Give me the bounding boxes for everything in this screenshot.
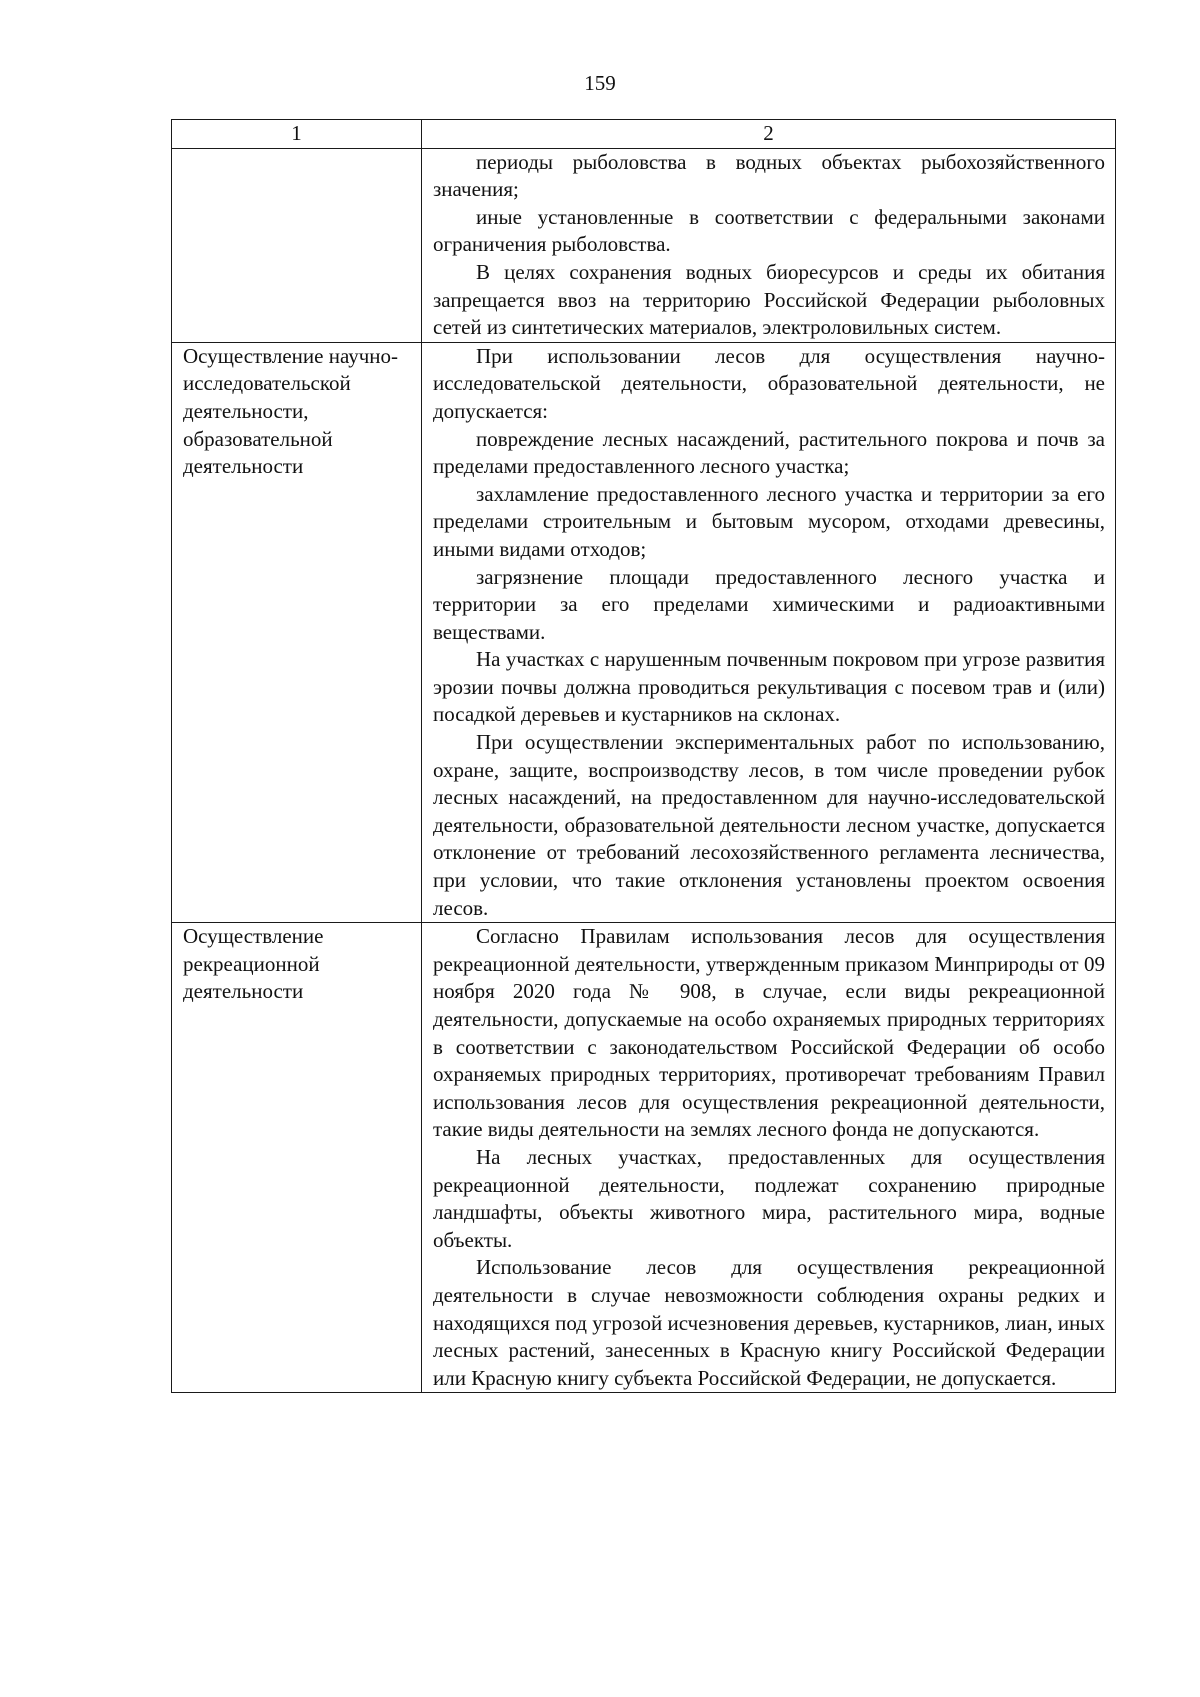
requirements-cell <box>422 342 1116 922</box>
paragraph: захламление предоставленного лесного участка и территории за его пределами строительным и бытовым мусором, отходами древесины, иными видами отходов; <box>433 481 1105 561</box>
paragraph: Использование лесов для осуществления рекреационной деятельности в случае невозможности соблюдения охраны редких и находящихся под угрозой исчезновения деревьев, кустарников, лиан, иных лесных растений, занесенных в Красную книгу Российской Федерации или Красную книгу субъекта Российской Федерации, не допускается. <box>433 1255 1105 1390</box>
regulations-table <box>171 119 1116 1393</box>
table-row-research-education <box>172 342 1116 922</box>
table-row-fishing-restrictions <box>172 148 1116 342</box>
topic-cell: Осуществление рекреационной деятельности <box>172 923 422 1393</box>
paragraph: иные установленные в соответствии с федеральными законами ограничения рыболовства. <box>433 204 1105 257</box>
requirements-cell <box>422 923 1116 1393</box>
paragraph: При осуществлении экспериментальных работ по использованию, охране, защите, воспроизводству лесов, в том числе проведении рубок лесных насаждений, на предоставленном для научно-исследовательской деятельности, образовательной деятельности лесном участке, допускается отклонение от требований лесохозяйственного регламента лесничества, при условии, что такие отклонения установлены проектом освоения лесов. <box>433 730 1105 920</box>
paragraph: периоды рыболовства в водных объектах рыбохозяйственного значения; <box>433 149 1105 202</box>
paragraph: загрязнение площади предоставленного лесного участка и территории за его пределами химическими и радиоактивными веществами. <box>433 564 1105 644</box>
paragraph: повреждение лесных насаждений, растительного покрова и почв за пределами предоставленного лесного участка; <box>433 426 1105 479</box>
column-header-1: 1 <box>172 120 422 149</box>
paragraph: При использовании лесов для осуществления научно-исследовательской деятельности, образовательной деятельности, не допускается: <box>433 343 1105 423</box>
topic-cell: Осуществление научно-исследовательской деятельности, образовательной деятельности <box>172 342 422 922</box>
paragraph: В целях сохранения водных биоресурсов и среды их обитания запрещается ввоз на территорию Российской Федерации рыболовных сетей из синтетических материалов, электроловильных систем. <box>433 259 1105 340</box>
topic-cell <box>172 148 422 342</box>
paragraph: На лесных участках, предоставленных для осуществления рекреационной деятельности, подлежат сохранению природные ландшафты, объекты животного мира, растительного мира, водные объекты. <box>433 1144 1105 1252</box>
page-number: 159 <box>584 71 616 95</box>
requirements-cell <box>422 148 1116 342</box>
table-row-recreation <box>172 923 1116 1393</box>
paragraph: Согласно Правилам использования лесов для осуществления рекреационной деятельности, утвержденным приказом Минприроды от 09 ноября 2020 года № 908, в случае, если виды рекреационной деятельности, допускаемые на особо охраняемых природных территориях в соответствии с законодательством Российской Федерации об особо охраняемых природных территориях, противоречат требованиям Правил использования лесов для осуществления рекреационной деятельности, такие виды деятельности на землях лесного фонда не допускаются. <box>433 924 1105 1142</box>
column-header-2: 2 <box>422 120 1116 149</box>
paragraph: На участках с нарушенным почвенным покровом при угрозе развития эрозии почвы должна проводиться рекультивация с посевом трав и (или) посадкой деревьев и кустарников на склонах. <box>433 647 1105 727</box>
table-header-row <box>172 120 1116 149</box>
